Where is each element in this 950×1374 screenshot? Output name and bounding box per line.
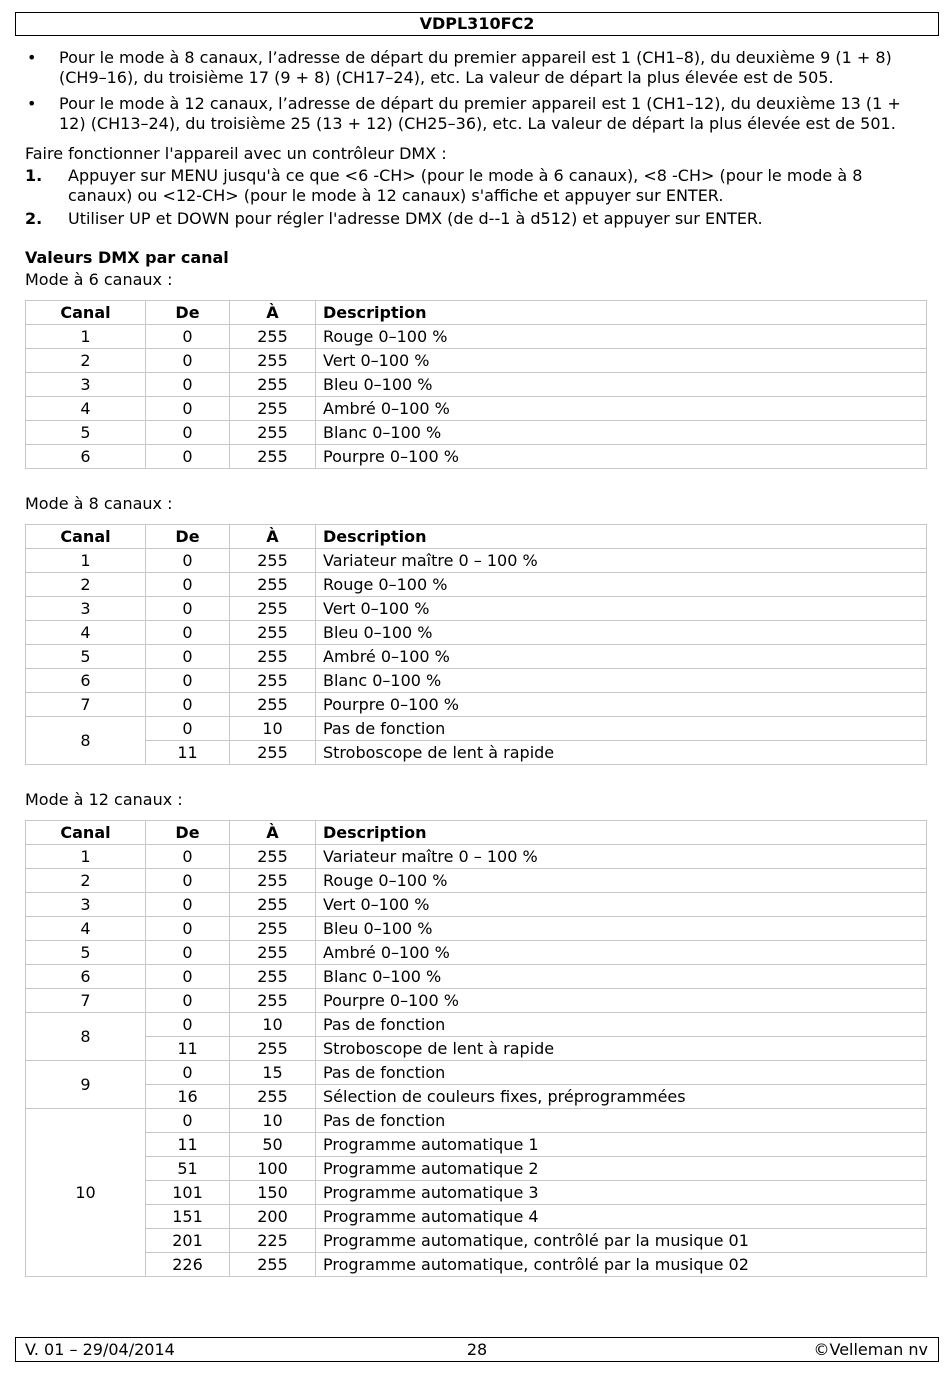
- table-row: [26, 1037, 927, 1061]
- table-row: [26, 741, 927, 765]
- cell-de: 0: [146, 917, 230, 941]
- cell-de: 0: [146, 1013, 230, 1037]
- cell-canal: 4: [26, 917, 146, 941]
- cell-a: 225: [230, 1229, 316, 1253]
- cell-de: 0: [146, 621, 230, 645]
- cell-a: 255: [230, 645, 316, 669]
- step-text: Appuyer sur MENU jusqu'à ce que <6 -CH> (pour le mode à 6 canaux), <8 -CH> (pour le mode à 8 canaux) ou <12-CH> (pour le mode à 12 canaux) s'affiche et appuyer sur ENTER.: [68, 166, 863, 205]
- cell-description: Pas de fonction: [316, 1109, 927, 1133]
- bullet-item: [25, 48, 927, 88]
- cell-de: 0: [146, 1109, 230, 1133]
- table-row: [26, 965, 927, 989]
- section-title: Valeurs DMX par canal: [25, 248, 229, 267]
- page-header: [15, 12, 939, 36]
- cell-description: Stroboscope de lent à rapide: [316, 741, 927, 765]
- column-header-canal: Canal: [26, 525, 146, 549]
- cell-a: 255: [230, 397, 316, 421]
- column-header-a: À: [230, 821, 316, 845]
- cell-de: 0: [146, 893, 230, 917]
- cell-de: 0: [146, 989, 230, 1013]
- cell-de: 151: [146, 1205, 230, 1229]
- cell-de: 0: [146, 397, 230, 421]
- cell-de: 11: [146, 741, 230, 765]
- step-item: [25, 166, 927, 206]
- cell-de: 0: [146, 325, 230, 349]
- footer-version: V. 01 – 29/04/2014: [25, 1340, 175, 1359]
- cell-canal: 2: [26, 573, 146, 597]
- cell-de: 0: [146, 669, 230, 693]
- cell-a: 255: [230, 1085, 316, 1109]
- cell-canal: 10: [26, 1109, 146, 1277]
- cell-description: Rouge 0–100 %: [316, 325, 927, 349]
- table-row: [26, 397, 927, 421]
- cell-description: Sélection de couleurs fixes, préprogrammées: [316, 1085, 927, 1109]
- cell-a: 255: [230, 845, 316, 869]
- cell-description: Vert 0–100 %: [316, 597, 927, 621]
- table-row: [26, 1061, 927, 1085]
- bullet-symbol: •: [27, 48, 37, 67]
- column-header-a: À: [230, 525, 316, 549]
- cell-a: 255: [230, 1253, 316, 1277]
- cell-de: 0: [146, 645, 230, 669]
- cell-description: Ambré 0–100 %: [316, 645, 927, 669]
- step-text: Utiliser UP et DOWN pour régler l'adresse DMX (de d--1 à d512) et appuyer sur ENTER.: [68, 209, 763, 228]
- table-row: [26, 869, 927, 893]
- cell-de: 0: [146, 941, 230, 965]
- table-row: [26, 1229, 927, 1253]
- table-header-row: [26, 821, 927, 845]
- cell-canal: 6: [26, 965, 146, 989]
- cell-a: 10: [230, 717, 316, 741]
- page-footer: [15, 1337, 939, 1362]
- cell-a: 255: [230, 325, 316, 349]
- table-row: [26, 845, 927, 869]
- column-header-a: À: [230, 301, 316, 325]
- column-header-description: Description: [316, 525, 927, 549]
- cell-description: Programme automatique, contrôlé par la musique 01: [316, 1229, 927, 1253]
- cell-de: 0: [146, 965, 230, 989]
- cell-de: 0: [146, 869, 230, 893]
- cell-canal: 1: [26, 549, 146, 573]
- cell-a: 255: [230, 941, 316, 965]
- cell-de: 0: [146, 845, 230, 869]
- table-header-row: [26, 525, 927, 549]
- column-header-canal: Canal: [26, 821, 146, 845]
- cell-a: 255: [230, 989, 316, 1013]
- cell-canal: 9: [26, 1061, 146, 1109]
- column-header-de: De: [146, 301, 230, 325]
- table-row: [26, 597, 927, 621]
- cell-a: 255: [230, 421, 316, 445]
- dmx-table: [25, 524, 927, 765]
- bullet-list: [25, 48, 927, 134]
- cell-description: Pourpre 0–100 %: [316, 989, 927, 1013]
- cell-de: 0: [146, 549, 230, 573]
- table-row: [26, 573, 927, 597]
- step-number: 2.: [25, 209, 43, 228]
- cell-description: Programme automatique 4: [316, 1205, 927, 1229]
- cell-canal: 4: [26, 621, 146, 645]
- cell-a: 15: [230, 1061, 316, 1085]
- table-row: [26, 549, 927, 573]
- cell-description: Ambré 0–100 %: [316, 941, 927, 965]
- table-row: [26, 669, 927, 693]
- table-row: [26, 1085, 927, 1109]
- footer-page-number: 28: [466, 1340, 488, 1359]
- cell-a: 255: [230, 917, 316, 941]
- cell-a: 50: [230, 1133, 316, 1157]
- cell-description: Blanc 0–100 %: [316, 965, 927, 989]
- table-row: [26, 325, 927, 349]
- table-row: [26, 717, 927, 741]
- dmx-table: [25, 820, 927, 1277]
- table-row: [26, 917, 927, 941]
- cell-canal: 6: [26, 445, 146, 469]
- cell-description: Blanc 0–100 %: [316, 669, 927, 693]
- cell-canal: 7: [26, 989, 146, 1013]
- cell-description: Blanc 0–100 %: [316, 421, 927, 445]
- cell-description: Vert 0–100 %: [316, 893, 927, 917]
- table-row: [26, 1109, 927, 1133]
- cell-de: 0: [146, 373, 230, 397]
- table-row: [26, 621, 927, 645]
- cell-description: Ambré 0–100 %: [316, 397, 927, 421]
- cell-description: Bleu 0–100 %: [316, 621, 927, 645]
- cell-canal: 3: [26, 373, 146, 397]
- cell-a: 100: [230, 1157, 316, 1181]
- table-row: [26, 373, 927, 397]
- steps-list: [25, 166, 927, 229]
- cell-description: Programme automatique 1: [316, 1133, 927, 1157]
- cell-description: Vert 0–100 %: [316, 349, 927, 373]
- cell-de: 0: [146, 717, 230, 741]
- table-spacer: [25, 765, 927, 789]
- cell-de: 11: [146, 1133, 230, 1157]
- table-spacer: [25, 469, 927, 493]
- intro-text: Faire fonctionner l'appareil avec un contrôleur DMX :: [25, 144, 447, 163]
- cell-a: 255: [230, 669, 316, 693]
- bullet-symbol: •: [27, 94, 37, 113]
- column-header-description: Description: [316, 301, 927, 325]
- mode-label: Mode à 6 canaux :: [25, 270, 173, 289]
- column-header-de: De: [146, 821, 230, 845]
- table-row: [26, 1157, 927, 1181]
- bullet-item: [25, 94, 927, 134]
- column-header-canal: Canal: [26, 301, 146, 325]
- cell-de: 16: [146, 1085, 230, 1109]
- table-row: [26, 941, 927, 965]
- footer-copyright: ©Velleman nv: [813, 1340, 928, 1359]
- cell-a: 255: [230, 573, 316, 597]
- table-header-row: [26, 301, 927, 325]
- cell-canal: 3: [26, 893, 146, 917]
- cell-description: Stroboscope de lent à rapide: [316, 1037, 927, 1061]
- cell-description: Variateur maître 0 – 100 %: [316, 845, 927, 869]
- cell-description: Programme automatique 2: [316, 1157, 927, 1181]
- cell-description: Pas de fonction: [316, 1061, 927, 1085]
- cell-a: 255: [230, 741, 316, 765]
- step-item: [25, 209, 927, 229]
- cell-a: 255: [230, 893, 316, 917]
- cell-a: 150: [230, 1181, 316, 1205]
- cell-de: 0: [146, 597, 230, 621]
- table-row: [26, 1133, 927, 1157]
- cell-a: 255: [230, 693, 316, 717]
- table-row: [26, 1253, 927, 1277]
- cell-description: Rouge 0–100 %: [316, 573, 927, 597]
- cell-de: 101: [146, 1181, 230, 1205]
- mode-label: Mode à 8 canaux :: [25, 494, 173, 513]
- cell-canal: 1: [26, 845, 146, 869]
- cell-description: Programme automatique 3: [316, 1181, 927, 1205]
- table-row: [26, 893, 927, 917]
- cell-canal: 4: [26, 397, 146, 421]
- cell-canal: 2: [26, 869, 146, 893]
- page-content: [25, 48, 927, 1277]
- column-header-de: De: [146, 525, 230, 549]
- cell-de: 226: [146, 1253, 230, 1277]
- cell-description: Bleu 0–100 %: [316, 917, 927, 941]
- cell-a: 255: [230, 869, 316, 893]
- cell-a: 255: [230, 597, 316, 621]
- cell-a: 255: [230, 621, 316, 645]
- table-row: [26, 445, 927, 469]
- mode-label: Mode à 12 canaux :: [25, 790, 183, 809]
- table-row: [26, 989, 927, 1013]
- table-row: [26, 1205, 927, 1229]
- cell-a: 255: [230, 373, 316, 397]
- cell-a: 10: [230, 1109, 316, 1133]
- cell-canal: 2: [26, 349, 146, 373]
- cell-de: 0: [146, 421, 230, 445]
- cell-de: 0: [146, 349, 230, 373]
- cell-a: 10: [230, 1013, 316, 1037]
- cell-de: 0: [146, 1061, 230, 1085]
- bullet-text: Pour le mode à 12 canaux, l’adresse de départ du premier appareil est 1 (CH1–12), du deuxième 13 (1 + 12) (CH13–24), du troisième 25 (13 + 12) (CH25–36), etc. La valeur de départ la plus élevée est de 501.: [59, 94, 901, 133]
- table-row: [26, 349, 927, 373]
- cell-a: 255: [230, 1037, 316, 1061]
- cell-canal: 1: [26, 325, 146, 349]
- cell-canal: 5: [26, 941, 146, 965]
- column-header-description: Description: [316, 821, 927, 845]
- table-row: [26, 1013, 927, 1037]
- cell-de: 201: [146, 1229, 230, 1253]
- cell-canal: 5: [26, 645, 146, 669]
- cell-description: Pourpre 0–100 %: [316, 445, 927, 469]
- cell-de: 0: [146, 445, 230, 469]
- cell-description: Pas de fonction: [316, 717, 927, 741]
- cell-description: Pourpre 0–100 %: [316, 693, 927, 717]
- cell-description: Bleu 0–100 %: [316, 373, 927, 397]
- cell-canal: 7: [26, 693, 146, 717]
- cell-de: 0: [146, 693, 230, 717]
- table-row: [26, 421, 927, 445]
- cell-description: Rouge 0–100 %: [316, 869, 927, 893]
- cell-a: 255: [230, 349, 316, 373]
- cell-description: Pas de fonction: [316, 1013, 927, 1037]
- cell-a: 255: [230, 549, 316, 573]
- dmx-tables: [25, 269, 927, 1277]
- step-number: 1.: [25, 166, 43, 185]
- table-row: [26, 693, 927, 717]
- table-row: [26, 1181, 927, 1205]
- cell-a: 200: [230, 1205, 316, 1229]
- cell-canal: 6: [26, 669, 146, 693]
- dmx-table: [25, 300, 927, 469]
- cell-de: 51: [146, 1157, 230, 1181]
- cell-canal: 3: [26, 597, 146, 621]
- table-row: [26, 645, 927, 669]
- cell-canal: 8: [26, 717, 146, 765]
- cell-a: 255: [230, 445, 316, 469]
- cell-canal: 5: [26, 421, 146, 445]
- cell-canal: 8: [26, 1013, 146, 1061]
- document-title: VDPL310FC2: [419, 14, 535, 33]
- cell-description: Programme automatique, contrôlé par la musique 02: [316, 1253, 927, 1277]
- cell-a: 255: [230, 965, 316, 989]
- bullet-text: Pour le mode à 8 canaux, l’adresse de départ du premier appareil est 1 (CH1–8), du deuxième 9 (1 + 8) (CH9–16), du troisième 17 (9 + 8) (CH17–24), etc. La valeur de départ la plus élevée est de 505.: [59, 48, 892, 87]
- cell-description: Variateur maître 0 – 100 %: [316, 549, 927, 573]
- cell-de: 11: [146, 1037, 230, 1061]
- cell-de: 0: [146, 573, 230, 597]
